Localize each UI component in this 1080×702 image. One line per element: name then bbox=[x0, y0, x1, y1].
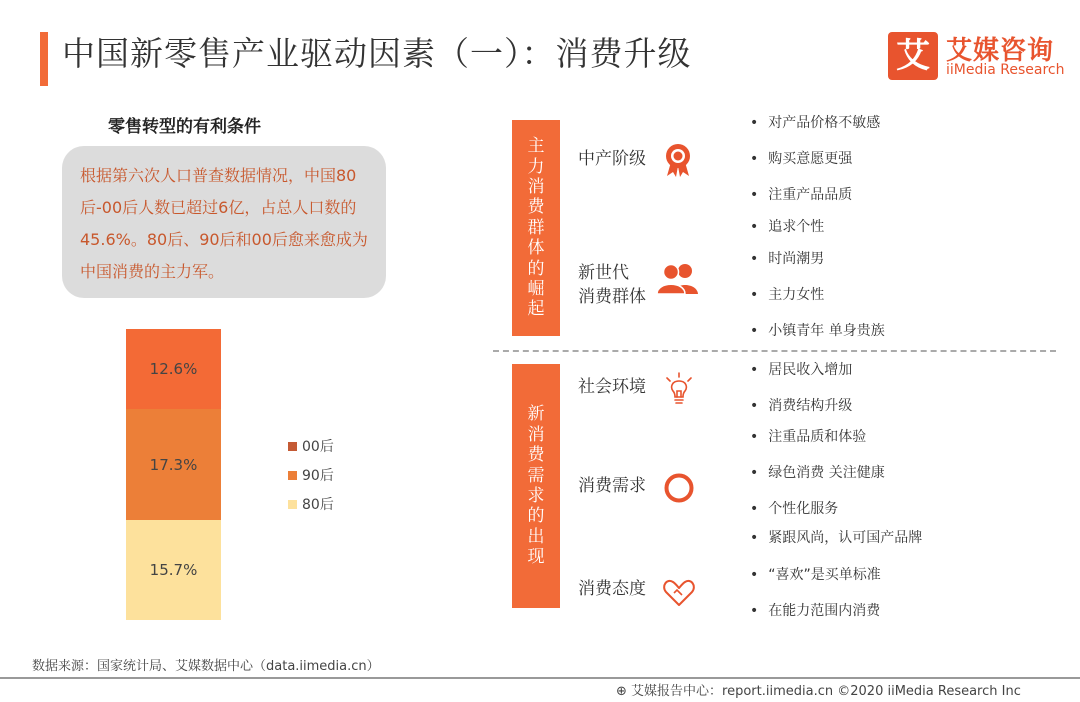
globe-icon: ⊕ bbox=[616, 684, 627, 699]
people-group-icon bbox=[656, 262, 700, 298]
heart-icon bbox=[662, 578, 696, 612]
brand-logo-mark: 艾 bbox=[888, 32, 938, 80]
legend-item bbox=[288, 494, 334, 514]
legend-swatch bbox=[288, 442, 297, 451]
bar-data-label: 15.7% bbox=[149, 560, 198, 579]
legend-label: 00后 bbox=[302, 439, 334, 455]
group-middle-class: 中产阶级 bbox=[578, 149, 646, 169]
group-social-environment: 社会环境 bbox=[578, 377, 646, 397]
group-consumer-demand: 消费需求 bbox=[578, 476, 646, 496]
bullet-item: • 注重产品品质 bbox=[750, 184, 852, 204]
footer-copyright-text: 艾媒报告中心：report.iimedia.cn ©2020 iiMedia Research Inc bbox=[631, 684, 1021, 699]
bullet-item: • 消费结构升级 bbox=[750, 395, 852, 415]
bar-segment-2 bbox=[126, 329, 221, 409]
ring-icon bbox=[663, 472, 695, 508]
footer-copyright bbox=[616, 680, 1021, 699]
bullet-item: • 追求个性 bbox=[750, 216, 824, 236]
bar-data-label: 17.3% bbox=[149, 455, 198, 474]
population-note: 根据第六次人口普查数据情况，中国80后-00后人数已超过6亿，占总人口数的45.6%。80后、90后和00后愈来愈成为中国消费的主力军。 bbox=[62, 146, 386, 298]
section1-label bbox=[512, 120, 560, 336]
bullet-item: • 居民收入增加 bbox=[750, 359, 852, 379]
group-new-generation: 新世代 消费群体 bbox=[578, 263, 646, 307]
lightbulb-icon bbox=[664, 372, 694, 410]
legend-swatch bbox=[288, 500, 297, 509]
bullet-item: • 小镇青年 单身贵族 bbox=[750, 320, 885, 340]
page-title: 中国新零售产业驱动因素（一）：消费升级 bbox=[62, 34, 692, 73]
brand-name-en: iiMedia Research bbox=[946, 62, 1065, 78]
legend-label: 80后 bbox=[302, 497, 334, 513]
section2-label bbox=[512, 364, 560, 608]
bar-segment-0 bbox=[126, 520, 221, 620]
bullet-item: • 紧跟风尚，认可国产品牌 bbox=[750, 527, 922, 547]
bar-segment-1 bbox=[126, 409, 221, 519]
award-ribbon-icon bbox=[662, 142, 694, 182]
bullet-item: • 主力女性 bbox=[750, 284, 824, 304]
left-heading: 零售转型的有利条件 bbox=[108, 117, 261, 137]
bullet-item: • 注重品质和体验 bbox=[750, 426, 866, 446]
bullet-item: • “喜欢”是买单标准 bbox=[750, 564, 881, 584]
bullet-item: • 时尚潮男 bbox=[750, 248, 824, 268]
legend-item bbox=[288, 465, 334, 485]
bullet-item: • 绿色消费 关注健康 bbox=[750, 462, 885, 482]
bullet-item: • 在能力范围内消费 bbox=[750, 600, 880, 620]
data-source: 数据来源：国家统计局、艾媒数据中心（data.iimedia.cn） bbox=[32, 659, 380, 674]
brand-name-cn: 艾媒咨询 bbox=[946, 36, 1055, 66]
bullet-item: • 购买意愿更强 bbox=[750, 148, 852, 168]
footer-divider bbox=[0, 677, 1080, 679]
legend-label: 90后 bbox=[302, 468, 334, 484]
legend-swatch bbox=[288, 471, 297, 480]
section1-label-text: 主力消费群体的崛起 bbox=[527, 136, 545, 320]
bullet-item: • 个性化服务 bbox=[750, 498, 838, 518]
title-accent-bar bbox=[40, 32, 48, 86]
legend-item bbox=[288, 436, 334, 456]
section2-label-text: 新消费需求的出现 bbox=[527, 404, 545, 568]
group-consumer-attitude: 消费态度 bbox=[578, 579, 646, 599]
bar-data-label: 12.6% bbox=[149, 360, 198, 379]
section-divider bbox=[493, 350, 1056, 352]
bullet-item: • 对产品价格不敏感 bbox=[750, 112, 880, 132]
